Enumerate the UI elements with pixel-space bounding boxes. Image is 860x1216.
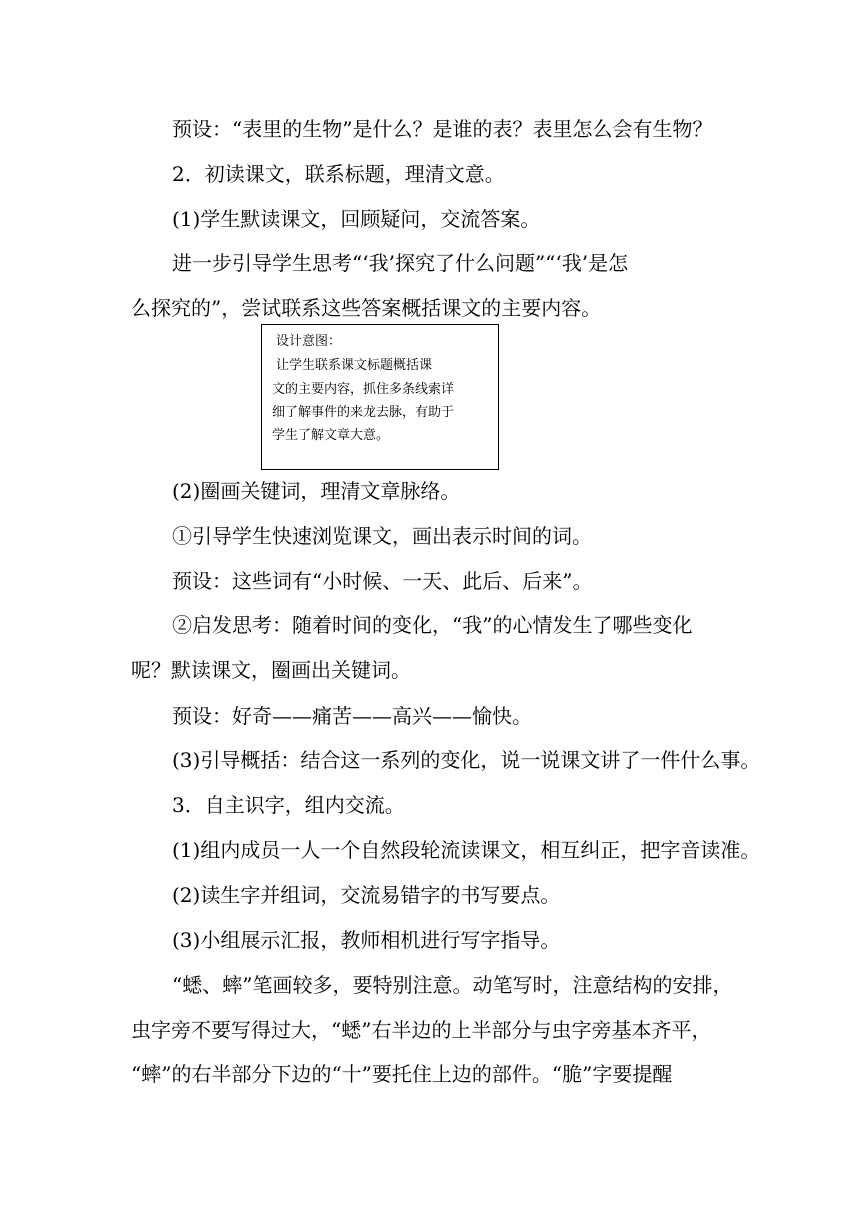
- paragraph-line: (3)小组展示汇报，教师相机进行写字指导。: [172, 928, 561, 952]
- design-note-line: 学生了解文章大意。: [272, 428, 390, 443]
- paragraph-line: 预设：这些词有“小时候、一天、此后、后来”。: [172, 569, 593, 593]
- paragraph-line: 进一步引导学生思考“‘我’探究了什么问题”“‘我’是怎: [172, 251, 629, 275]
- paragraph-line: (2)圈画关键词，理清文章脉络。: [172, 479, 461, 503]
- design-note-title: 设计意图：: [276, 334, 342, 349]
- paragraph-line: “蟋、蟀”笔画较多，要特别注意。动笔写时，注意结构的安排，: [172, 973, 733, 997]
- paragraph-line: ①引导学生快速浏览课文，画出表示时间的词。: [172, 524, 592, 548]
- paragraph-line: 虫字旁不要写得过大，“蟋”右半边的上半部分与虫字旁基本齐平，: [131, 1018, 712, 1042]
- paragraph-line: 么探究的”，尝试联系这些答案概括课文的主要内容。: [131, 296, 602, 320]
- paragraph-line: 预设：好奇——痛苦——高兴——愉快。: [172, 704, 532, 728]
- paragraph-line: 3．自主识字，组内交流。: [172, 793, 405, 817]
- design-note-line: 让学生联系课文标题概括课: [276, 358, 433, 373]
- paragraph-line: (2)读生字并组词，交流易错字的书写要点。: [172, 883, 561, 907]
- design-note-box: [261, 324, 499, 470]
- paragraph-line: 呢？默读课文，圈画出关键词。: [131, 658, 411, 682]
- paragraph-line: 2．初读课文，联系标题，理清文意。: [172, 162, 505, 186]
- paragraph-line: (3)引导概括：结合这一系列的变化，说一说课文讲了一件什么事。: [172, 748, 761, 772]
- design-note-line: 文的主要内容，抓住多条线索详: [272, 382, 455, 397]
- paragraph-line: ②启发思考：随着时间的变化，“我”的心情发生了哪些变化: [172, 613, 693, 637]
- paragraph-line: “蟀”的右半部分下边的“十”要托住上边的部件。“脆”字要提醒: [131, 1062, 673, 1086]
- paragraph-line: (1)组内成员一人一个自然段轮流读课文，相互纠正，把字音读准。: [172, 838, 761, 862]
- design-note-line: 细了解事件的来龙去脉，有助于: [272, 405, 455, 420]
- paragraph-line: (1)学生默读课文，回顾疑问，交流答案。: [172, 207, 541, 231]
- paragraph-line: 预设：“表里的生物”是什么？是谁的表？表里怎么会有生物？: [172, 117, 713, 141]
